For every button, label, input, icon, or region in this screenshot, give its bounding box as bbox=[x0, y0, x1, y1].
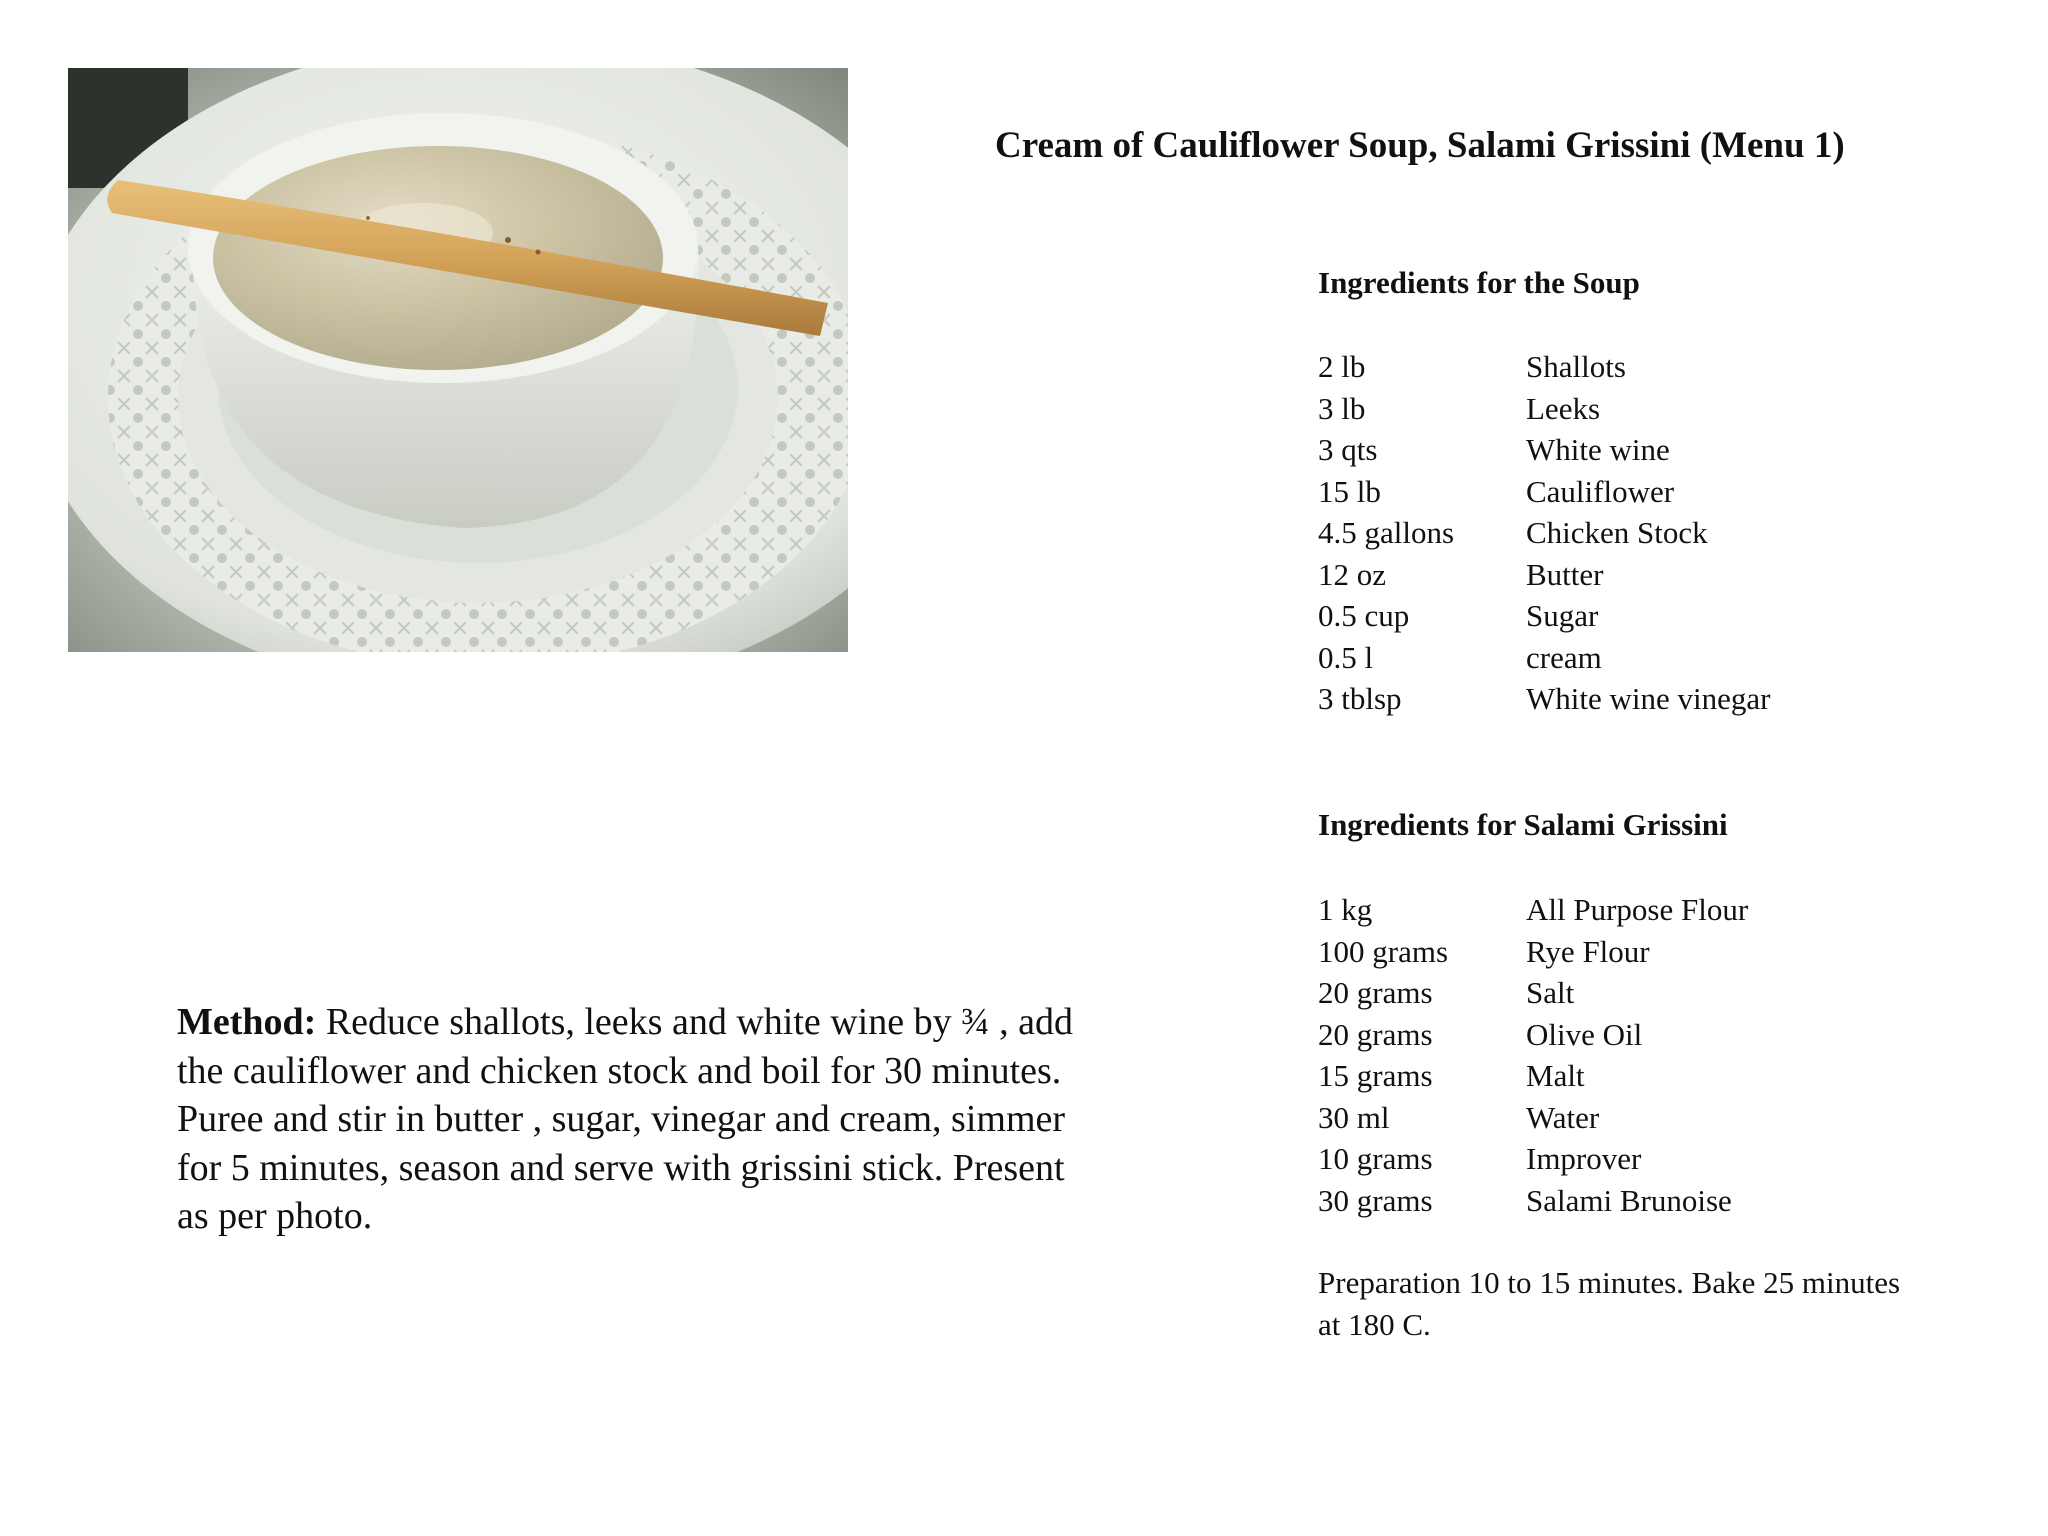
ingredient-name: Water bbox=[1526, 1099, 1600, 1135]
method-label: Method: bbox=[177, 1001, 317, 1043]
ingredient-qty: 4.5 gallons bbox=[1318, 515, 1455, 550]
ingredient-name: Sugar bbox=[1526, 598, 1599, 633]
ingredient-qty: 0.5 cup bbox=[1318, 598, 1410, 633]
ingredient-name: Improver bbox=[1526, 1141, 1642, 1176]
ingredient-name: Butter bbox=[1526, 556, 1604, 592]
ingredient-name: Shallots bbox=[1526, 349, 1626, 384]
ingredient-name: Salami Brunoise bbox=[1526, 1182, 1732, 1218]
ingredient-qty: 30 ml bbox=[1318, 1099, 1390, 1135]
ingredient-name: Chicken Stock bbox=[1526, 515, 1708, 550]
ingredient-qty: 12 oz bbox=[1318, 556, 1387, 592]
ingredient-qty: 3 tblsp bbox=[1318, 681, 1402, 716]
ingredient-name: Cauliflower bbox=[1526, 473, 1675, 509]
soup-photo bbox=[68, 68, 848, 652]
ingredient-name: Olive Oil bbox=[1526, 1016, 1643, 1052]
ingredient-qty: 3 lb bbox=[1318, 390, 1366, 426]
method-text: Reduce shallots, leeks and white wine by ¾ , add the cauliflower and chicken stock and boil for 30 minutes. Puree and stir in butter , sugar, vinegar and cream, simmer for 5 minutes, season and serve with grissini stick. Present as per photo. bbox=[177, 1001, 1073, 1237]
ingredient-name: White wine bbox=[1526, 432, 1670, 467]
ingredient-name: cream bbox=[1526, 639, 1602, 675]
ingredient-name: Rye Flour bbox=[1526, 933, 1650, 969]
soup-ingredients-heading: Ingredients for the Soup bbox=[1318, 265, 1640, 300]
ingredient-name: White wine vinegar bbox=[1526, 681, 1771, 716]
ingredient-qty: 20 grams bbox=[1318, 1016, 1433, 1052]
ingredient-qty: 15 lb bbox=[1318, 473, 1381, 509]
ingredient-qty: 0.5 l bbox=[1318, 639, 1374, 675]
ingredient-name: Malt bbox=[1526, 1058, 1585, 1093]
ingredient-qty: 3 qts bbox=[1318, 432, 1378, 467]
ingredient-name: Leeks bbox=[1526, 390, 1601, 426]
ingredient-qty: 1 kg bbox=[1318, 892, 1373, 927]
preparation-note: Preparation 10 to 15 minutes. Bake 25 minutes at 180 C. bbox=[1318, 1265, 1901, 1342]
ingredient-qty: 15 grams bbox=[1318, 1058, 1433, 1093]
ingredient-qty: 100 grams bbox=[1318, 933, 1449, 969]
ingredient-qty: 20 grams bbox=[1318, 975, 1433, 1010]
method-paragraph bbox=[177, 998, 1097, 1241]
ingredient-qty: 10 grams bbox=[1318, 1141, 1433, 1176]
grissini-ingredients-heading: Ingredients for Salami Grissini bbox=[1318, 807, 1728, 842]
ingredient-name: All Purpose Flour bbox=[1526, 892, 1749, 927]
ingredient-qty: 2 lb bbox=[1318, 349, 1366, 384]
page-title: Cream of Cauliflower Soup, Salami Grissini (Menu 1) bbox=[995, 125, 1845, 166]
ingredient-qty: 30 grams bbox=[1318, 1182, 1433, 1218]
ingredient-name: Salt bbox=[1526, 975, 1575, 1010]
